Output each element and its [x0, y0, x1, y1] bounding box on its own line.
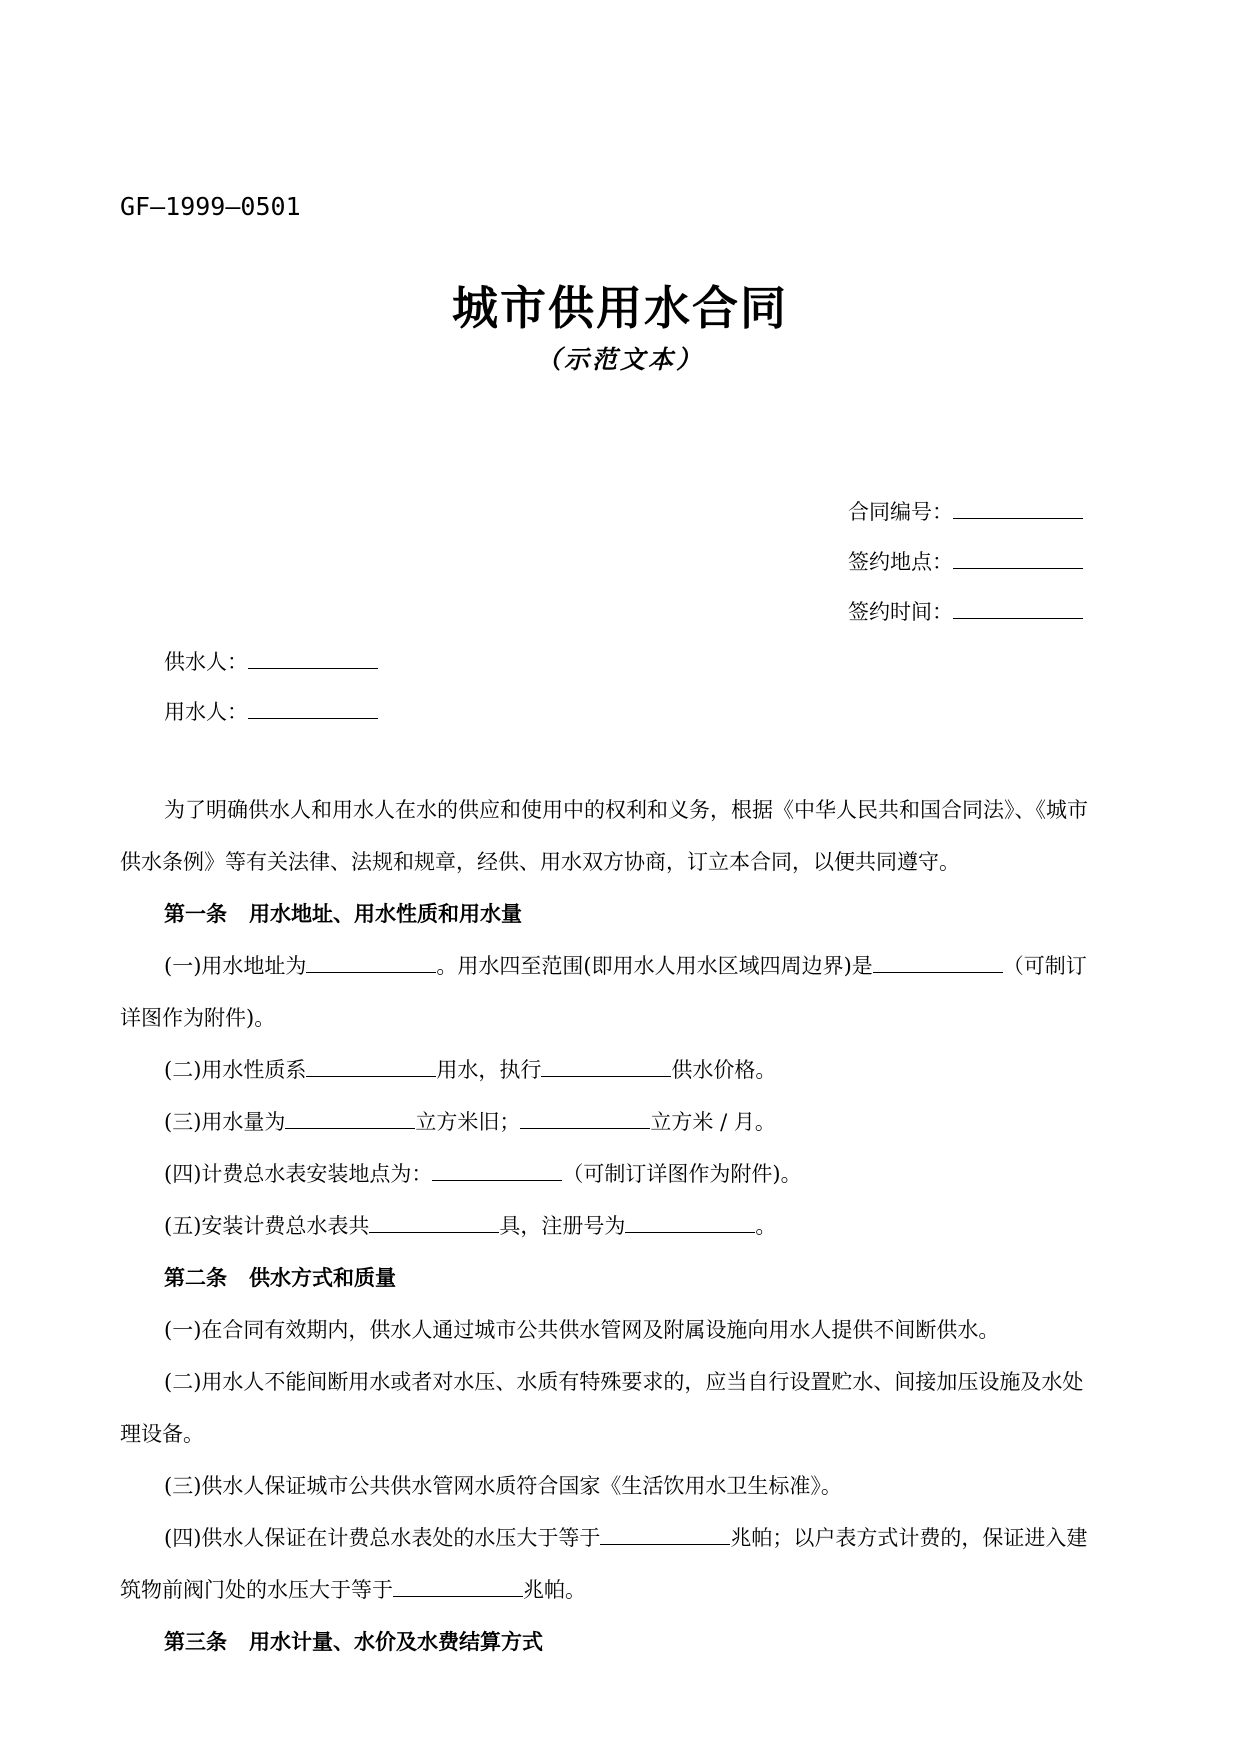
article-1-number: 第一条	[164, 901, 227, 926]
monthly-volume-blank[interactable]	[520, 1106, 650, 1129]
valve-pressure-blank[interactable]	[393, 1574, 523, 1597]
text: （可制订详图作为附件)。	[562, 1162, 802, 1186]
document-title: 城市供用水合同	[452, 281, 788, 335]
article-1-heading	[120, 888, 1130, 940]
article-3-title: 用水计量、水价及水费结算方式	[249, 1629, 543, 1654]
signing-place-field	[848, 546, 1083, 577]
text: (二)用水性质系	[164, 1058, 307, 1082]
text: 具，注册号为	[499, 1214, 626, 1238]
document-code: GF—1999—0501	[120, 192, 301, 221]
user-label: 用水人：	[164, 700, 248, 724]
contract-number-blank[interactable]	[953, 496, 1083, 519]
user-blank[interactable]	[248, 696, 378, 719]
daily-volume-blank[interactable]	[285, 1106, 415, 1129]
water-nature-blank[interactable]	[306, 1054, 436, 1077]
article-2-item-1: (一)在合同有效期内，供水人通过城市公共供水管网及附属设施向用水人提供不间断供水。	[164, 1318, 1000, 1342]
signing-time-field	[848, 596, 1083, 627]
article-1-item-1-cont: 详图作为附件)。	[120, 1006, 276, 1030]
article-3-number: 第三条	[164, 1629, 227, 1654]
article-1-title: 用水地址、用水性质和用水量	[249, 901, 522, 926]
article-2-title: 供水方式和质量	[249, 1265, 396, 1290]
text: 立方米 / 月。	[650, 1110, 776, 1134]
article-2-heading	[120, 1252, 1130, 1304]
signing-place-blank[interactable]	[953, 546, 1083, 569]
water-boundary-blank[interactable]	[873, 950, 1003, 973]
meter-pressure-blank[interactable]	[600, 1522, 730, 1545]
text: 立方米旧；	[415, 1110, 521, 1134]
text: （可制订	[1002, 954, 1087, 978]
article-1-item-2	[120, 1044, 1130, 1096]
text: 筑物前阀门处的水压大于等于	[120, 1578, 393, 1602]
supplier-blank[interactable]	[248, 646, 378, 669]
text: (一)用水地址为	[164, 954, 307, 978]
text: 用水，执行	[436, 1058, 542, 1082]
preamble-line-1: 为了明确供水人和用水人在水的供应和使用中的权利和义务，根据《中华人民共和国合同法》、《城市	[164, 798, 1088, 822]
article-2-item-2-cont: 理设备。	[120, 1422, 204, 1446]
article-2-item-2: (二)用水人不能间断用水或者对水压、水质有特殊要求的，应当自行设置贮水、间接加压设施及水处	[164, 1370, 1084, 1394]
contract-body	[120, 784, 1130, 1668]
signing-time-label: 签约时间：	[848, 600, 953, 624]
water-price-blank[interactable]	[541, 1054, 671, 1077]
meter-location-blank[interactable]	[432, 1158, 562, 1181]
article-2-number: 第二条	[164, 1265, 227, 1290]
text: 供水价格。	[671, 1058, 777, 1082]
article-1-item-4	[120, 1148, 1130, 1200]
user-field	[164, 696, 378, 727]
text: (三)用水量为	[164, 1110, 286, 1134]
article-1-item-1	[120, 940, 1130, 992]
document-subtitle: （示范文本）	[535, 345, 704, 374]
article-2-item-4	[120, 1512, 1130, 1564]
contract-number-label: 合同编号：	[848, 500, 953, 524]
text: 兆帕。	[523, 1578, 586, 1602]
text: (四)计费总水表安装地点为：	[164, 1162, 433, 1186]
text: 。用水四至范围(即用水人用水区域四周边界)是	[436, 954, 873, 978]
contract-number-field	[848, 496, 1083, 527]
supplier-label: 供水人：	[164, 650, 248, 674]
text: (四)供水人保证在计费总水表处的水压大于等于	[164, 1526, 601, 1550]
text: 。	[755, 1214, 777, 1238]
registration-number-blank[interactable]	[625, 1210, 755, 1233]
article-2-item-3: (三)供水人保证城市公共供水管网水质符合国家《生活饮用水卫生标准》。	[164, 1474, 842, 1498]
article-2-item-4-cont	[120, 1564, 1130, 1616]
supplier-field	[164, 646, 378, 677]
text: 兆帕；以户表方式计费的，保证进入建	[730, 1526, 1088, 1550]
article-1-item-5	[120, 1200, 1130, 1252]
signing-place-label: 签约地点：	[848, 550, 953, 574]
article-1-item-3	[120, 1096, 1130, 1148]
article-3-heading	[120, 1616, 1130, 1668]
preamble-line-2: 供水条例》等有关法律、法规和规章，经供、用水双方协商，订立本合同，以便共同遵守。	[120, 850, 960, 874]
meter-count-blank[interactable]	[369, 1210, 499, 1233]
signing-time-blank[interactable]	[953, 596, 1083, 619]
text: (五)安装计费总水表共	[164, 1214, 370, 1238]
water-address-blank[interactable]	[306, 950, 436, 973]
